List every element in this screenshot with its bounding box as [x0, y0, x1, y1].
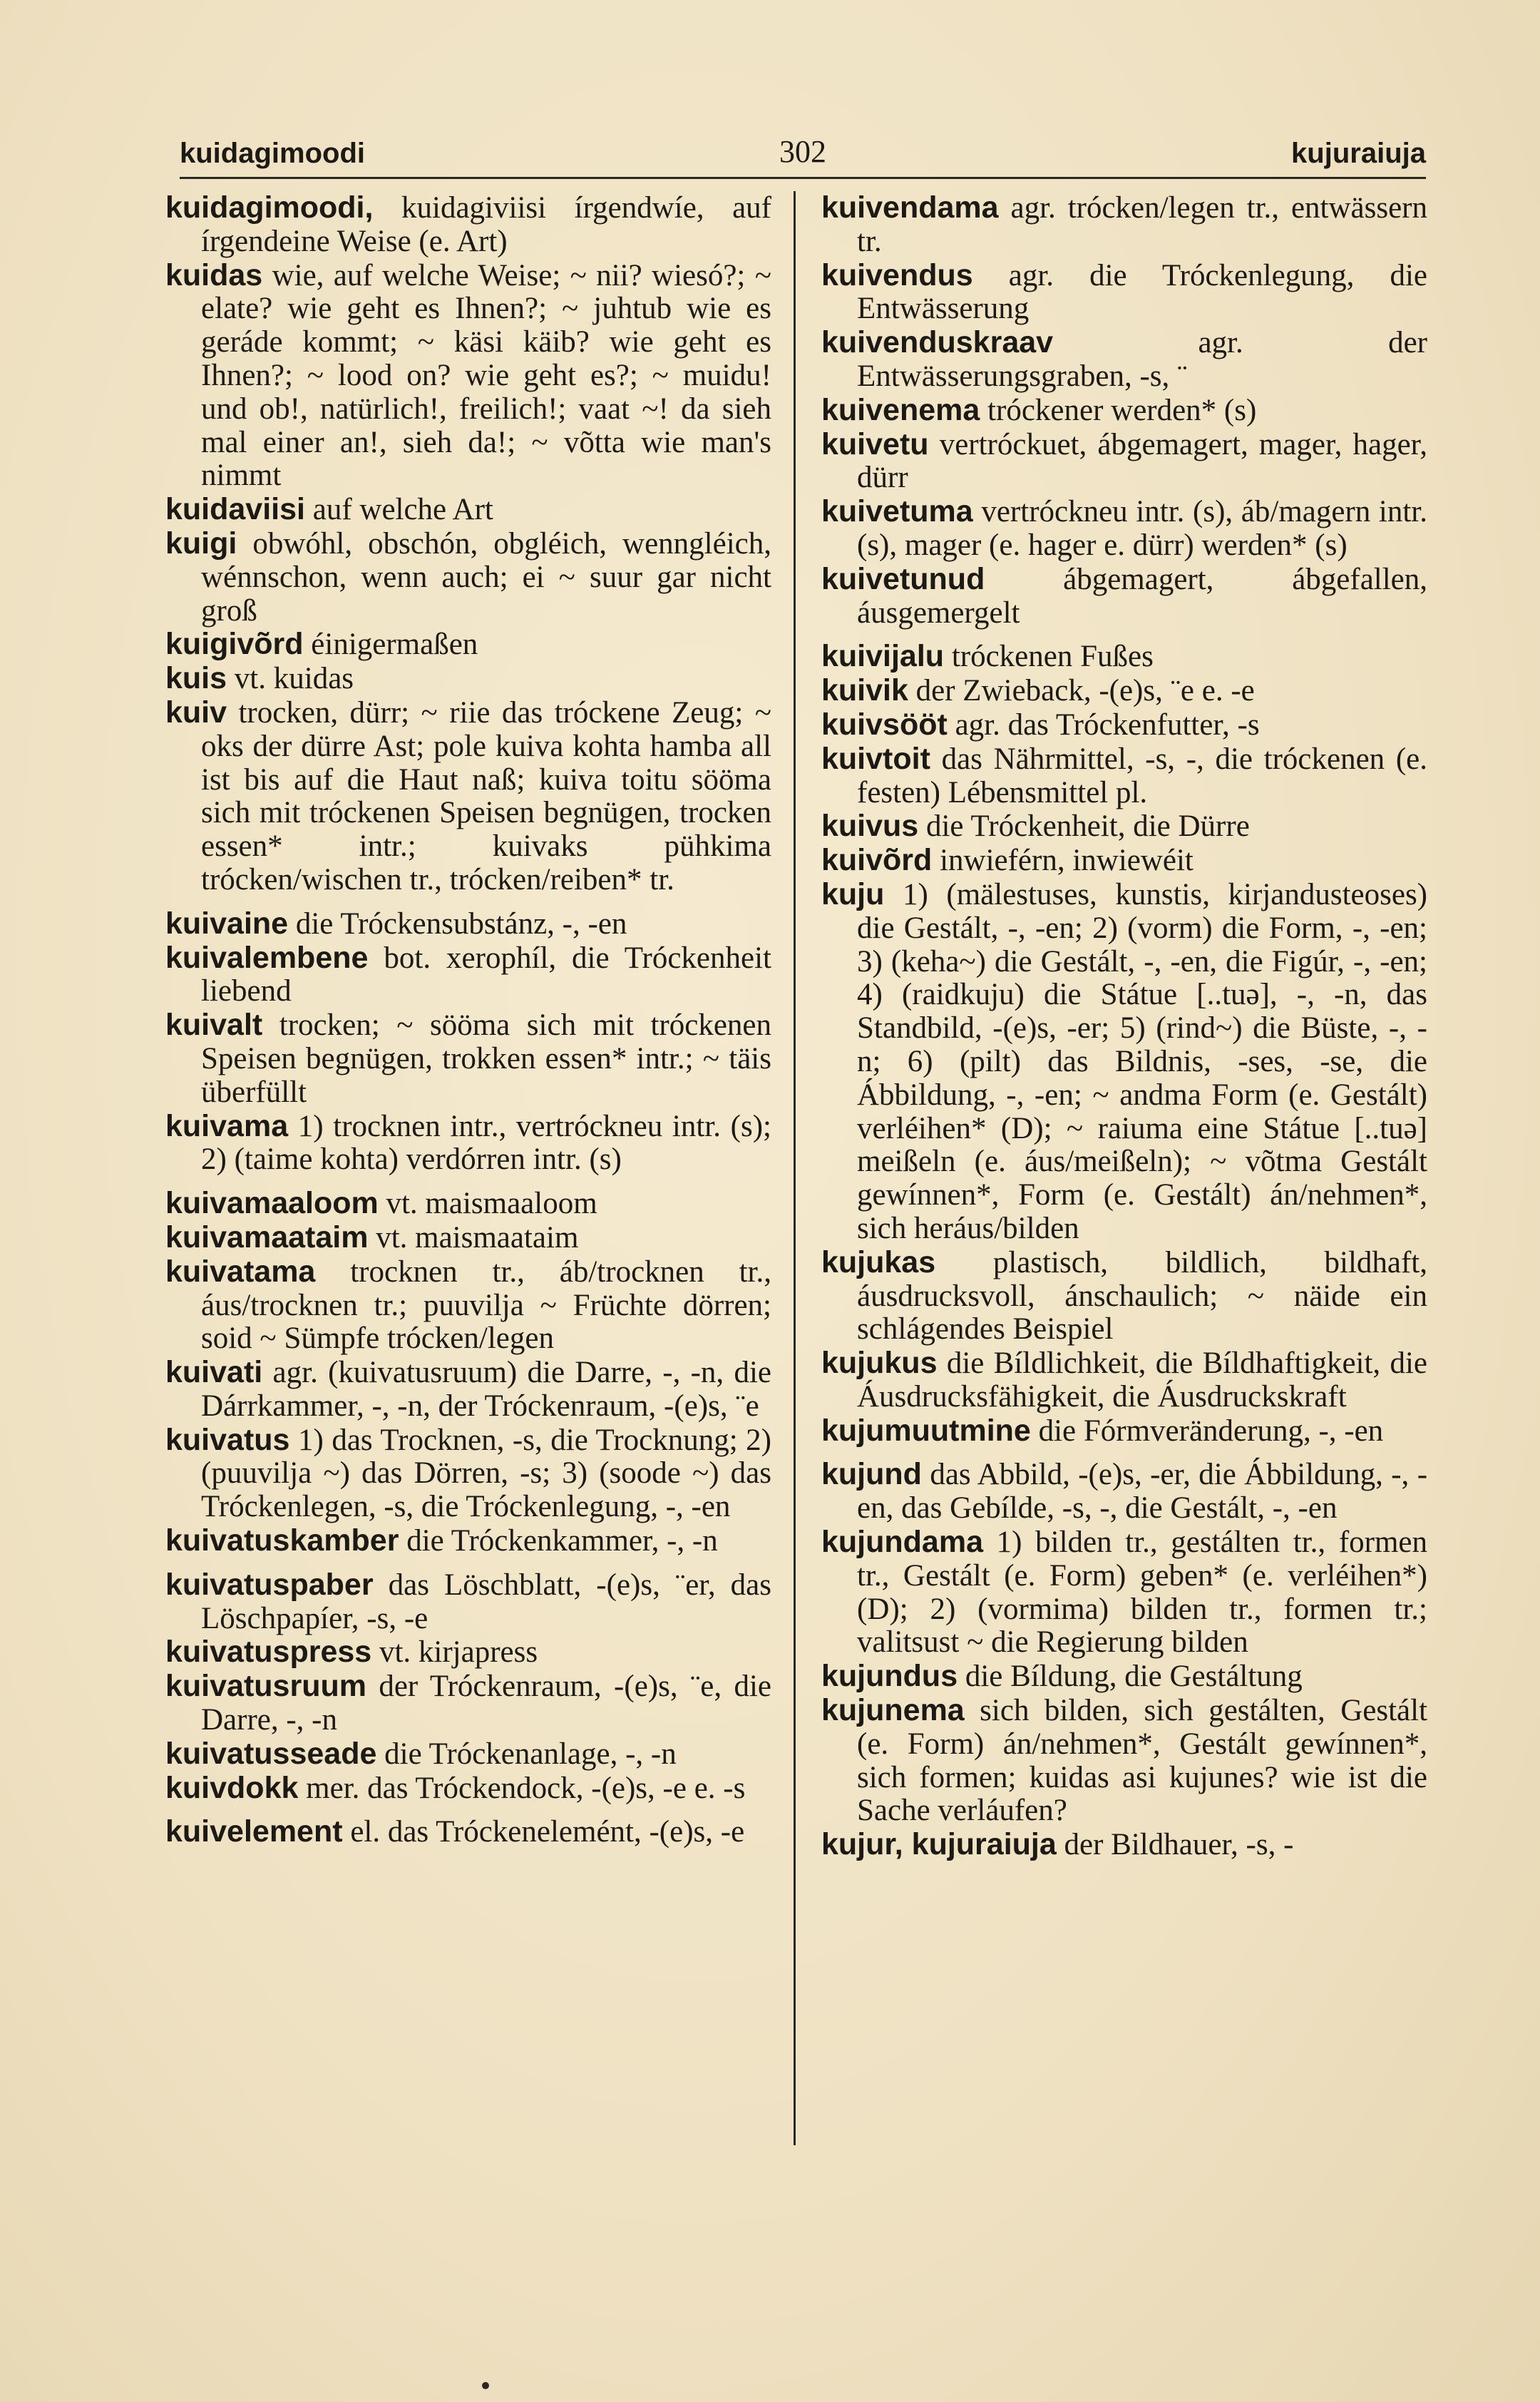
dictionary-entry	[165, 1187, 771, 1221]
entry-headword: kuivendus	[821, 257, 973, 292]
dictionary-entry	[165, 1772, 771, 1806]
entry-definition: trocken; ~ sööma sich mit tróckenen Speisen begnügen, trokken essen* intr.; ~ täis überfüllt	[201, 1008, 772, 1109]
entry-headword: kuivalt	[165, 1008, 263, 1043]
entry-definition: agr. (kuivatusruum) die Darre, -, -n, die Dárrkammer, -, -n, der Tróckenraum, -(e)s, ¨e	[201, 1356, 772, 1423]
entry-headword: kuivtoit	[821, 741, 930, 776]
entry-definition: el. das Tróckenelemént, -(e)s, -e	[350, 1815, 745, 1849]
dictionary-entry	[165, 1110, 771, 1177]
entry-headword: kuivatusseade	[165, 1736, 377, 1771]
entry-definition: die Tróckenanlage, -, -n	[384, 1737, 677, 1771]
entry-definition: trocknen tr., áb/trocknen tr., áus/trocknen tr.; puuvilja ~ Früchte dörren; soid ~ Sümpfe trócken/legen	[201, 1254, 772, 1356]
entry-headword: kuivenema	[821, 392, 980, 427]
entry-definition: vt. kirjapress	[379, 1635, 538, 1670]
header-first-guideword: kuidagimoodi	[180, 138, 365, 169]
dictionary-entry	[821, 1414, 1427, 1448]
entry-headword: kuivõrd	[821, 843, 933, 878]
entry-headword: kujumuutmine	[821, 1413, 1031, 1448]
entry-definition: mer. das Tróckendock, -(e)s, -e e. -s	[306, 1771, 746, 1805]
entry-definition: das Löschblatt, -(e)s, ¨er, das Löschpapíer, -s, -e	[201, 1568, 772, 1635]
entry-definition: das Abbild, -(e)s, -er, die Ábbildung, -, -en, das Gebílde, -s, -, die Gestált, -, -en	[857, 1458, 1428, 1525]
entry-headword: kuiv	[165, 695, 227, 730]
dictionary-entry	[821, 878, 1427, 1246]
dictionary-entry	[165, 1524, 771, 1558]
entry-headword: kuivalembene	[165, 940, 369, 975]
dictionary-entry	[821, 1828, 1427, 1862]
page-number: 302	[779, 134, 826, 169]
dictionary-entry	[165, 1568, 771, 1636]
entry-definition: tróckener werden* (s)	[987, 393, 1257, 427]
entry-headword: kujund	[821, 1457, 922, 1492]
entry-headword: kuju	[821, 877, 885, 911]
entry-headword: kuivsööt	[821, 707, 948, 742]
dictionary-entry	[821, 428, 1427, 496]
entry-headword: kuis	[165, 661, 227, 696]
dictionary-entry	[821, 191, 1427, 259]
header-last-guideword: kujuraiuja	[1291, 138, 1426, 169]
dictionary-entry	[821, 640, 1427, 674]
dictionary-entry	[165, 493, 771, 527]
entry-headword: kuivdokk	[165, 1770, 299, 1805]
entry-definition: bot. xerophíl, die Tróckenheit liebend	[201, 941, 771, 1008]
entry-headword: kuivatuspress	[165, 1635, 372, 1670]
entry-definition: 1) das Trocknen, -s, die Trocknung; 2) (puuvilja ~) das Dörren, -s; 3) (soode ~) das Tróckenlegen, -s, die Tróckenlegung, -, -en	[201, 1423, 772, 1524]
entry-headword: kuivamaaloom	[165, 1186, 379, 1221]
entry-definition: der Bildhauer, -s, -	[1064, 1828, 1294, 1862]
entry-definition: vt. maismaaloom	[386, 1187, 597, 1221]
entry-headword: kuivatama	[165, 1254, 316, 1289]
entry-headword: kuivetu	[821, 426, 929, 461]
entry-definition: tróckenen Fußes	[951, 640, 1154, 674]
dictionary-entry	[165, 1424, 771, 1524]
entry-headword: kujur, kujuraiuja	[821, 1827, 1057, 1862]
entry-definition: die Tróckensubstánz, -, -en	[295, 906, 627, 941]
dictionary-entry	[165, 628, 771, 662]
dictionary-entry	[165, 1737, 771, 1772]
entry-headword: kujukas	[821, 1245, 936, 1279]
dictionary-entry	[165, 907, 771, 941]
dictionary-entry	[821, 844, 1427, 878]
dictionary-entry	[821, 563, 1427, 630]
entry-definition: trocken, dürr; ~ riie das tróckene Zeug; ~ oks der dürre Ast; pole kuiva kohta hamba all ist bis auf die Haut naß; kuiva toitu sööma sich mit tróckenen Speisen begnügen, trocken essen* intr.; kuivaks pühkima trócken/wischen tr., trócken/reiben* tr.	[201, 695, 771, 896]
entry-headword: kujundama	[821, 1525, 983, 1560]
entry-headword: kuivik	[821, 673, 908, 708]
entry-definition: vertróckuet, ábgemagert, mager, hager, dürr	[857, 427, 1427, 495]
entry-definition: agr. trócken/legen tr., entwässern tr.	[857, 191, 1427, 258]
dictionary-entry	[821, 1458, 1427, 1525]
entry-definition: auf welche Art	[312, 493, 493, 527]
entry-definition: agr. das Tróckenfutter, -s	[955, 707, 1260, 742]
entry-headword: kuigivõrd	[165, 627, 304, 662]
entry-headword: kuigi	[165, 526, 237, 561]
entry-headword: kuidagimoodi,	[165, 190, 374, 225]
dictionary-entry	[821, 1346, 1427, 1414]
entry-headword: kujunema	[821, 1693, 965, 1728]
entry-headword: kuivelement	[165, 1814, 343, 1849]
entry-headword: kuivatusruum	[165, 1669, 366, 1704]
entry-definition: éinigermaßen	[311, 628, 478, 662]
entry-definition: die Fórmveränderung, -, -en	[1038, 1414, 1384, 1448]
entry-definition: sich bilden, sich gestálten, Gestált (e. Form) án/nehmen*, Gestált gewínnen*, sich formen; kuidas asi kujunes? wie ist die Sache verláufen?	[857, 1694, 1428, 1828]
entry-definition: obwóhl, obschón, obgléich, wenngléich, wénnschon, wenn auch; ei ~ suur gar nicht groß	[201, 526, 771, 628]
entry-headword: kuivijalu	[821, 639, 945, 674]
dictionary-entry	[165, 1255, 771, 1356]
entry-definition: die Bíldung, die Gestáltung	[965, 1660, 1303, 1694]
dictionary-entry	[165, 1670, 771, 1737]
entry-definition: kuidagiviisi írgendwíe, auf írgendeine Weise (e. Art)	[201, 191, 771, 258]
entry-definition: vt. maismaataim	[376, 1220, 579, 1254]
entry-definition: agr. die Tróckenlegung, die Entwässerung	[857, 258, 1427, 326]
entry-definition: die Tróckenkammer, -, -n	[406, 1524, 718, 1558]
dictionary-entry	[821, 742, 1427, 810]
dictionary-entry	[821, 1246, 1427, 1346]
entry-definition: agr. der Entwässerungsgraben, -s, ¨	[857, 326, 1427, 393]
entry-headword: kuivama	[165, 1108, 289, 1143]
entry-headword: kuivendama	[821, 190, 999, 225]
entry-headword: kujukus	[821, 1346, 938, 1381]
entry-definition: das Nährmittel, -s, -, die tróckenen (e. festen) Lébensmittel pl.	[857, 742, 1427, 809]
entry-definition: wie, auf welche Weise; ~ nii? wiesó?; ~ elate? wie geht es Ihnen?; ~ juhtub wie es geráde kommt; ~ käsi käib? wie geht es Ihnen?; ~ lood on? wie geht es?; ~ muidu! und ob!, natürlich!, freilich!; vaat ~! da sieh mal einer an!, sieh da!; ~ võtta wie man's nimmt	[201, 258, 771, 493]
dictionary-entry	[165, 696, 771, 897]
entry-headword: kuivatuskamber	[165, 1523, 399, 1558]
entry-definition: die Bíldlichkeit, die Bíldhaftigkeit, die Áusdrucksfähigkeit, die Áusdruckskraft	[857, 1346, 1428, 1414]
entry-definition: 1) (mälestuses, kunstis, kirjandusteoses) die Gestált, -, -en; 2) (vorm) die Form, -, -en; 3) (keha~) die Gestált, -, -en, die Figúr, -, -en; 4) (raidkuju) die Státue [..tuə], -, -n, das Standbild, -(e)s, -er; 5) (rind~) die Büste, -, -n; 6) (pilt) das Bildnis, -ses, -se, die Ábbildung, -, -en; ~ andma Form (e. Gestált) verléihen* (D); ~ raiuma eine Státue [..tuə] meißeln (e. áus/meißeln); ~ võtma Gestált gewínnen*, Form (e. Gestált) án/nehmen*, sich heráus/bilden	[857, 877, 1427, 1245]
dictionary-entry	[821, 259, 1427, 327]
dictionary-entry	[165, 662, 771, 696]
dictionary-entry	[821, 495, 1427, 563]
entry-headword: kuivatus	[165, 1422, 290, 1457]
entry-definition: vertróckneu intr. (s), áb/magern intr. (s), mager (e. hager e. dürr) werden* (s)	[857, 495, 1427, 562]
dictionary-entry	[821, 394, 1427, 428]
dictionary-entry	[165, 1008, 771, 1109]
dictionary-entry	[821, 326, 1427, 394]
entry-definition: ábgemagert, ábgefallen, áusgemergelt	[857, 562, 1428, 630]
column-divider	[794, 191, 796, 2145]
entry-definition: 1) trocknen intr., vertróckneu intr. (s); 2) (taime kohta) verdórren intr. (s)	[201, 1109, 771, 1177]
dictionary-entry	[165, 527, 771, 628]
left-column	[165, 191, 771, 1849]
entry-headword: kuivetunud	[821, 561, 985, 596]
entry-definition: der Tróckenraum, -(e)s, ¨e, die Darre, -, -n	[201, 1670, 771, 1737]
entry-definition: die Tróckenheit, die Dürre	[925, 809, 1250, 844]
page-header	[180, 120, 1426, 179]
entry-headword: kuivamaataim	[165, 1220, 369, 1254]
dictionary-entry	[165, 191, 771, 259]
entry-definition: vt. kuidas	[234, 662, 354, 696]
right-column	[821, 191, 1427, 1862]
entry-definition: plastisch, bildlich, bildhaft, áusdrucksvoll, ánschaulich; ~ näide ein schlágendes Beispiel	[857, 1245, 1427, 1346]
entry-headword: kuivaine	[165, 906, 289, 941]
entry-definition: 1) bilden tr., gestálten tr., formen tr., Gestált (e. Form) geben* (e. verléihen*) (D); 2) (vormima) bilden tr., formen tr.; valitsust ~ die Regierung bilden	[857, 1525, 1427, 1660]
dictionary-entry	[165, 1221, 771, 1255]
dictionary-entry	[821, 1694, 1427, 1828]
entry-definition: der Zwieback, -(e)s, ¨e e. -e	[915, 674, 1255, 708]
entry-headword: kuivatuspaber	[165, 1567, 374, 1602]
dictionary-entry	[821, 809, 1427, 844]
dictionary-entry	[165, 1635, 771, 1670]
entry-headword: kuidaviisi	[165, 492, 305, 527]
entry-headword: kuidas	[165, 257, 263, 292]
dictionary-entry	[821, 1660, 1427, 1694]
dictionary-entry	[821, 1525, 1427, 1660]
entry-headword: kuivus	[821, 809, 919, 844]
entry-headword: kujundus	[821, 1659, 958, 1694]
dictionary-entry	[165, 259, 771, 494]
dictionary-entry	[821, 674, 1427, 708]
dictionary-entry	[165, 1356, 771, 1424]
entry-headword: kuivati	[165, 1355, 263, 1390]
dictionary-entry	[165, 1815, 771, 1849]
dictionary-entry	[165, 941, 771, 1009]
entry-headword: kuivetuma	[821, 494, 973, 529]
ink-dot	[482, 2382, 489, 2389]
entry-headword: kuivenduskraav	[821, 325, 1054, 360]
entry-definition: inwieférn, inwiewéit	[940, 844, 1194, 878]
dictionary-entry	[821, 708, 1427, 742]
